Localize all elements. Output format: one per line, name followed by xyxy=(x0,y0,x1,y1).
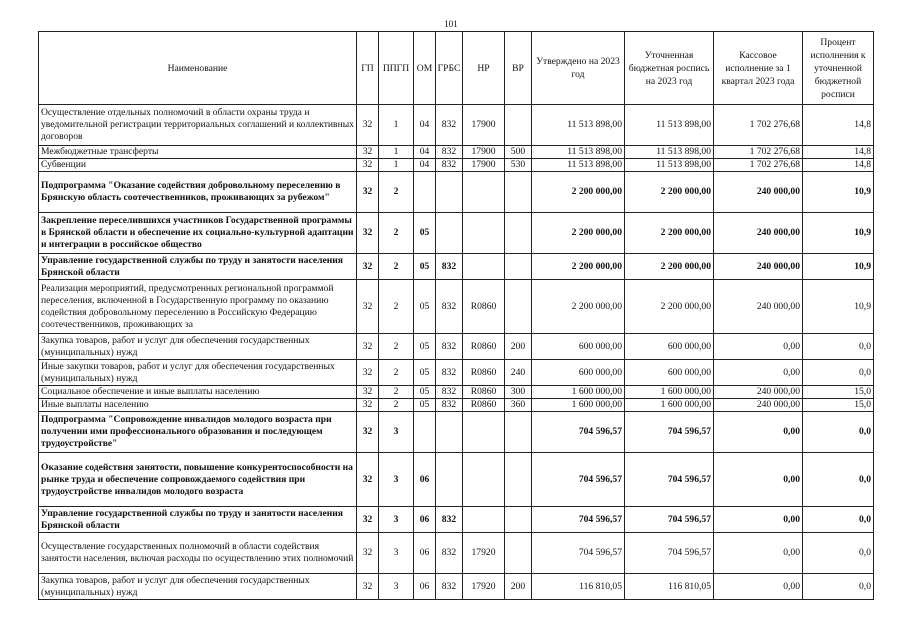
cell-approved: 2 200 000,00 xyxy=(532,172,625,213)
table-row xyxy=(39,386,874,399)
cell-percent: 0,0 xyxy=(803,453,874,507)
cell-vr xyxy=(505,254,532,280)
cell-gp: 32 xyxy=(357,105,379,146)
cell-cash: 0,00 xyxy=(714,533,803,574)
cell-vr xyxy=(505,172,532,213)
cell-np xyxy=(463,172,505,213)
cell-grbs: 832 xyxy=(436,533,463,574)
table-row xyxy=(39,105,874,146)
cell-percent: 10,9 xyxy=(803,280,874,334)
table-row xyxy=(39,159,874,172)
cell-percent: 0,0 xyxy=(803,334,874,360)
cell-vr: 240 xyxy=(505,360,532,386)
cell-approved: 2 200 000,00 xyxy=(532,280,625,334)
cell-np: 17920 xyxy=(463,574,505,600)
cell-name: Оказание содействия занятости, повышение конкурентоспособности на рынке труда и обеспечение сопровождаемого содействия при трудоустройстве инвалидов молодого возраста xyxy=(39,453,357,507)
cell-vr: 530 xyxy=(505,159,532,172)
cell-grbs: 832 xyxy=(436,105,463,146)
cell-gp: 32 xyxy=(357,213,379,254)
cell-vr xyxy=(505,412,532,453)
cell-grbs xyxy=(436,172,463,213)
cell-refined: 704 596,57 xyxy=(625,412,714,453)
cell-np xyxy=(463,254,505,280)
cell-np xyxy=(463,453,505,507)
cell-refined: 2 200 000,00 xyxy=(625,172,714,213)
cell-om: 06 xyxy=(414,533,436,574)
cell-gp: 32 xyxy=(357,159,379,172)
cell-grbs: 832 xyxy=(436,146,463,159)
table-row xyxy=(39,507,874,533)
cell-ppgp: 2 xyxy=(379,280,414,334)
cell-vr xyxy=(505,213,532,254)
cell-gp: 32 xyxy=(357,399,379,412)
cell-name: Реализация мероприятий, предусмотренных региональной программой переселения, включенной в Государственную программу по оказанию содействия добровольному переселению в Российскую Федерацию соотечественников, проживающих за xyxy=(39,280,357,334)
cell-gp: 32 xyxy=(357,146,379,159)
cell-vr: 200 xyxy=(505,334,532,360)
cell-percent: 0,0 xyxy=(803,507,874,533)
cell-approved: 11 513 898,00 xyxy=(532,146,625,159)
cell-ppgp: 3 xyxy=(379,412,414,453)
cell-approved: 600 000,00 xyxy=(532,360,625,386)
cell-grbs xyxy=(436,213,463,254)
cell-gp: 32 xyxy=(357,334,379,360)
header-cash: Кассовое исполнение за 1 квартал 2023 года xyxy=(714,32,803,105)
cell-ppgp: 1 xyxy=(379,146,414,159)
cell-refined: 704 596,57 xyxy=(625,507,714,533)
cell-om: 05 xyxy=(414,386,436,399)
table-row xyxy=(39,334,874,360)
table-row xyxy=(39,146,874,159)
cell-gp: 32 xyxy=(357,172,379,213)
cell-ppgp: 2 xyxy=(379,254,414,280)
cell-cash: 0,00 xyxy=(714,507,803,533)
cell-name: Закрепление переселившихся участников Государственной программы в Брянской области и обеспечение их социально-культурной адаптации и интеграции в российское общество xyxy=(39,213,357,254)
cell-name: Иные закупки товаров, работ и услуг для обеспечения государственных (муниципальных) нужд xyxy=(39,360,357,386)
cell-name: Осуществление отдельных полномочий в области охраны труда и уведомительной регистрации территориальных соглашений и коллективных договоров xyxy=(39,105,357,146)
cell-vr: 500 xyxy=(505,146,532,159)
cell-om: 05 xyxy=(414,360,436,386)
header-ppgp: ППГП xyxy=(379,32,414,105)
cell-vr xyxy=(505,105,532,146)
cell-cash: 0,00 xyxy=(714,574,803,600)
table-row xyxy=(39,533,874,574)
cell-cash: 240 000,00 xyxy=(714,254,803,280)
cell-vr xyxy=(505,453,532,507)
cell-ppgp: 3 xyxy=(379,533,414,574)
cell-grbs: 832 xyxy=(436,280,463,334)
cell-cash: 240 000,00 xyxy=(714,172,803,213)
table-row xyxy=(39,280,874,334)
cell-gp: 32 xyxy=(357,574,379,600)
cell-refined: 704 596,57 xyxy=(625,453,714,507)
cell-ppgp: 1 xyxy=(379,159,414,172)
cell-om: 04 xyxy=(414,159,436,172)
cell-ppgp: 3 xyxy=(379,507,414,533)
cell-ppgp: 1 xyxy=(379,105,414,146)
cell-approved: 1 600 000,00 xyxy=(532,386,625,399)
cell-gp: 32 xyxy=(357,412,379,453)
cell-name: Осуществление государственных полномочий в области содействия занятости населения, включая расходы по осуществлению этих полномочий xyxy=(39,533,357,574)
table-header-row xyxy=(39,32,874,105)
cell-approved: 1 600 000,00 xyxy=(532,399,625,412)
cell-om: 06 xyxy=(414,507,436,533)
cell-om xyxy=(414,172,436,213)
cell-grbs: 832 xyxy=(436,360,463,386)
budget-table xyxy=(38,31,874,600)
cell-np: R0860 xyxy=(463,399,505,412)
cell-gp: 32 xyxy=(357,533,379,574)
cell-np: R0860 xyxy=(463,360,505,386)
cell-om: 05 xyxy=(414,213,436,254)
table-body xyxy=(39,105,874,600)
cell-vr xyxy=(505,533,532,574)
cell-ppgp: 3 xyxy=(379,453,414,507)
cell-ppgp: 2 xyxy=(379,172,414,213)
cell-name: Подпрограмма "Оказание содействия добровольному переселению в Брянскую область соотечественников, проживающих за рубежом" xyxy=(39,172,357,213)
table-row xyxy=(39,453,874,507)
table-row xyxy=(39,172,874,213)
cell-om: 05 xyxy=(414,334,436,360)
header-grbs: ГРБС xyxy=(436,32,463,105)
table-row xyxy=(39,213,874,254)
cell-np xyxy=(463,412,505,453)
cell-np: 17900 xyxy=(463,105,505,146)
cell-name: Закупка товаров, работ и услуг для обеспечения государственных (муниципальных) нужд xyxy=(39,574,357,600)
header-refined: Уточненная бюджетная роспись на 2023 год xyxy=(625,32,714,105)
cell-percent: 15,0 xyxy=(803,386,874,399)
cell-name: Управление государственной службы по труду и занятости населения Брянской области xyxy=(39,507,357,533)
cell-cash: 240 000,00 xyxy=(714,399,803,412)
cell-approved: 704 596,57 xyxy=(532,412,625,453)
cell-approved: 704 596,57 xyxy=(532,453,625,507)
cell-om: 05 xyxy=(414,280,436,334)
cell-np: R0860 xyxy=(463,334,505,360)
cell-np xyxy=(463,507,505,533)
table-row xyxy=(39,574,874,600)
cell-om: 04 xyxy=(414,146,436,159)
cell-percent: 10,9 xyxy=(803,213,874,254)
cell-refined: 1 600 000,00 xyxy=(625,399,714,412)
cell-vr: 300 xyxy=(505,386,532,399)
cell-om: 05 xyxy=(414,254,436,280)
cell-approved: 11 513 898,00 xyxy=(532,159,625,172)
cell-cash: 240 000,00 xyxy=(714,280,803,334)
cell-vr xyxy=(505,507,532,533)
table-row xyxy=(39,399,874,412)
cell-np: R0860 xyxy=(463,386,505,399)
cell-percent: 14,8 xyxy=(803,146,874,159)
header-percent: Процент исполнения к уточненной бюджетной росписи xyxy=(803,32,874,105)
table-row xyxy=(39,412,874,453)
cell-grbs: 832 xyxy=(436,254,463,280)
cell-approved: 116 810,05 xyxy=(532,574,625,600)
cell-cash: 1 702 276,68 xyxy=(714,105,803,146)
cell-grbs: 832 xyxy=(436,386,463,399)
cell-gp: 32 xyxy=(357,360,379,386)
cell-np: 17920 xyxy=(463,533,505,574)
cell-refined: 1 600 000,00 xyxy=(625,386,714,399)
cell-approved: 11 513 898,00 xyxy=(532,105,625,146)
cell-refined: 600 000,00 xyxy=(625,334,714,360)
cell-approved: 704 596,57 xyxy=(532,533,625,574)
cell-om xyxy=(414,412,436,453)
cell-refined: 2 200 000,00 xyxy=(625,280,714,334)
cell-ppgp: 2 xyxy=(379,360,414,386)
cell-name: Подпрограмма "Сопровождение инвалидов молодого возраста при получении ими профессионального образования и последующем трудоустройстве" xyxy=(39,412,357,453)
cell-approved: 2 200 000,00 xyxy=(532,254,625,280)
table-row xyxy=(39,254,874,280)
cell-cash: 1 702 276,68 xyxy=(714,159,803,172)
cell-gp: 32 xyxy=(357,386,379,399)
cell-np: 17900 xyxy=(463,146,505,159)
cell-ppgp: 2 xyxy=(379,399,414,412)
cell-name: Субвенции xyxy=(39,159,357,172)
cell-gp: 32 xyxy=(357,280,379,334)
cell-refined: 2 200 000,00 xyxy=(625,254,714,280)
cell-percent: 14,8 xyxy=(803,159,874,172)
cell-percent: 0,0 xyxy=(803,412,874,453)
cell-name: Иные выплаты населению xyxy=(39,399,357,412)
cell-gp: 32 xyxy=(357,507,379,533)
cell-gp: 32 xyxy=(357,254,379,280)
cell-refined: 2 200 000,00 xyxy=(625,213,714,254)
table-row xyxy=(39,360,874,386)
cell-percent: 15,0 xyxy=(803,399,874,412)
cell-name: Управление государственной службы по труду и занятости населения Брянской области xyxy=(39,254,357,280)
cell-om: 04 xyxy=(414,105,436,146)
page-number: 101 xyxy=(444,19,458,29)
header-gp: ГП xyxy=(357,32,379,105)
cell-om: 06 xyxy=(414,453,436,507)
cell-percent: 0,0 xyxy=(803,360,874,386)
cell-name: Межбюджетные трансферты xyxy=(39,146,357,159)
cell-cash: 0,00 xyxy=(714,453,803,507)
cell-approved: 2 200 000,00 xyxy=(532,213,625,254)
cell-ppgp: 2 xyxy=(379,213,414,254)
cell-name: Социальное обеспечение и иные выплаты населению xyxy=(39,386,357,399)
cell-cash: 0,00 xyxy=(714,412,803,453)
cell-vr: 360 xyxy=(505,399,532,412)
cell-ppgp: 3 xyxy=(379,574,414,600)
cell-percent: 10,9 xyxy=(803,254,874,280)
cell-grbs: 832 xyxy=(436,574,463,600)
cell-cash: 240 000,00 xyxy=(714,213,803,254)
header-om: ОМ xyxy=(414,32,436,105)
cell-percent: 0,0 xyxy=(803,533,874,574)
cell-refined: 600 000,00 xyxy=(625,360,714,386)
header-approved: Утверждено на 2023 год xyxy=(532,32,625,105)
header-np: НР xyxy=(463,32,505,105)
cell-vr xyxy=(505,280,532,334)
cell-np: 17900 xyxy=(463,159,505,172)
cell-percent: 0,0 xyxy=(803,574,874,600)
cell-grbs: 832 xyxy=(436,334,463,360)
cell-om: 05 xyxy=(414,399,436,412)
header-vr: ВР xyxy=(505,32,532,105)
cell-grbs: 832 xyxy=(436,507,463,533)
cell-refined: 704 596,57 xyxy=(625,533,714,574)
cell-om: 06 xyxy=(414,574,436,600)
cell-grbs: 832 xyxy=(436,399,463,412)
cell-cash: 0,00 xyxy=(714,334,803,360)
cell-np xyxy=(463,213,505,254)
cell-vr: 200 xyxy=(505,574,532,600)
cell-approved: 704 596,57 xyxy=(532,507,625,533)
cell-percent: 14,8 xyxy=(803,105,874,146)
cell-ppgp: 2 xyxy=(379,334,414,360)
cell-refined: 11 513 898,00 xyxy=(625,159,714,172)
cell-np: R0860 xyxy=(463,280,505,334)
cell-cash: 0,00 xyxy=(714,360,803,386)
cell-refined: 11 513 898,00 xyxy=(625,146,714,159)
cell-grbs xyxy=(436,453,463,507)
cell-approved: 600 000,00 xyxy=(532,334,625,360)
cell-name: Закупка товаров, работ и услуг для обеспечения государственных (муниципальных) нужд xyxy=(39,334,357,360)
cell-refined: 116 810,05 xyxy=(625,574,714,600)
header-name: Наименование xyxy=(39,32,357,105)
cell-refined: 11 513 898,00 xyxy=(625,105,714,146)
cell-cash: 240 000,00 xyxy=(714,386,803,399)
cell-gp: 32 xyxy=(357,453,379,507)
cell-cash: 1 702 276,68 xyxy=(714,146,803,159)
cell-grbs: 832 xyxy=(436,159,463,172)
cell-percent: 10,9 xyxy=(803,172,874,213)
cell-ppgp: 2 xyxy=(379,386,414,399)
cell-grbs xyxy=(436,412,463,453)
